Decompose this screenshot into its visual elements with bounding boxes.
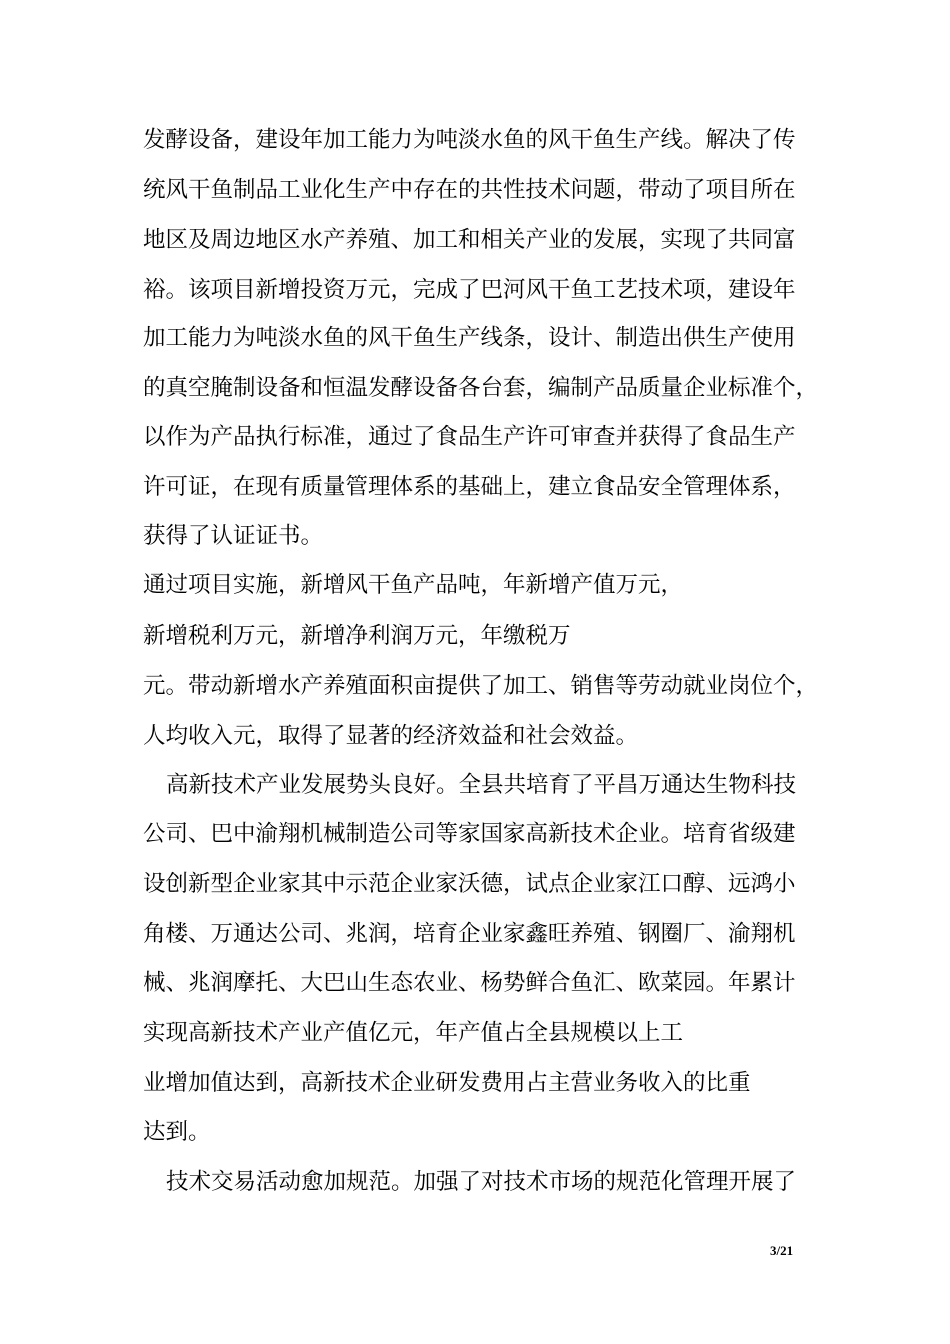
- text-line: 裕。该项目新增投资万元，完成了巴河风干鱼工艺技术项，建设年: [143, 277, 796, 303]
- text-line: 统风干鱼制品工业化生产中存在的共性技术问题，带动了项目所在: [143, 177, 796, 203]
- text-line: 加工能力为吨淡水鱼的风干鱼生产线条，设计、制造出供生产使用: [143, 325, 796, 351]
- text-line: 许可证，在现有质量管理体系的基础上，建立食品安全管理体系，: [143, 474, 796, 500]
- text-line: 设创新型企业家其中示范企业家沃德，试点企业家江口醇、远鸿小: [143, 871, 796, 897]
- text-line: 以作为产品执行标准，通过了食品生产许可审查并获得了食品生产: [143, 424, 796, 450]
- paragraph-first-line: 技术交易活动愈加规范。加强了对技术市场的规范化管理开展了: [166, 1169, 797, 1195]
- text-line: 械、兆润摩托、大巴山生态农业、杨势鲜合鱼汇、欧菜园。年累计: [143, 970, 796, 996]
- text-line: 角楼、万通达公司、兆润，培育企业家鑫旺养殖、钢圈厂、渝翔机: [143, 921, 796, 947]
- text-line: 业增加值达到，高新技术企业研发费用占主营业务收入的比重: [143, 1070, 751, 1096]
- page-number: 3/21: [770, 1243, 794, 1258]
- text-line: 获得了认证证书。: [143, 523, 324, 549]
- text-line: 新增税利万元，新增净利润万元，年缴税万: [143, 623, 571, 649]
- text-line: 通过项目实施，新增风干鱼产品吨，年新增产值万元，: [143, 572, 684, 598]
- text-line: 的真空腌制设备和恒温发酵设备各台套，编制产品质量企业标准个，: [143, 375, 819, 401]
- text-line: 发酵设备，建设年加工能力为吨淡水鱼的风干鱼生产线。解决了传: [143, 127, 796, 153]
- text-line: 实现高新技术产业产值亿元，年产值占全县规模以上工: [143, 1020, 684, 1046]
- text-line: 公司、巴中渝翔机械制造公司等家国家高新技术企业。培育省级建: [143, 821, 796, 847]
- text-line: 元。带动新增水产养殖面积亩提供了加工、销售等劳动就业岗位个，: [143, 673, 819, 699]
- text-line: 达到。: [143, 1119, 211, 1145]
- paragraph-first-line: 高新技术产业发展势头良好。全县共培育了平昌万通达生物科技: [166, 772, 797, 798]
- text-line: 人均收入元，取得了显著的经济效益和社会效益。: [143, 723, 639, 749]
- text-line: 地区及周边地区水产养殖、加工和相关产业的发展，实现了共同富: [143, 227, 796, 253]
